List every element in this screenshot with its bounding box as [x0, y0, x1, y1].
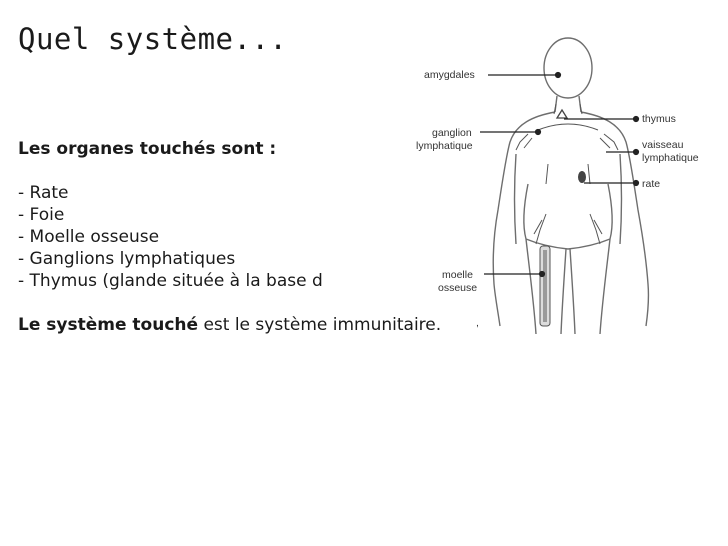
organ-item: - Moelle osseuse: [18, 227, 160, 247]
label-vaisseau-line1: vaisseau: [642, 139, 684, 151]
thymus-shape: [557, 110, 567, 118]
conclusion-bold: Le système touché: [18, 315, 199, 335]
label-ganglion-line2: lymphatique: [416, 140, 473, 152]
slide-title: Quel système...: [18, 22, 288, 56]
slide-body: [18, 138, 578, 336]
label-amygdales: amygdales: [424, 69, 475, 81]
conclusion: [18, 314, 578, 336]
label-vaisseau-line2: lymphatique: [642, 152, 699, 164]
label-ganglion-line1: ganglion: [432, 127, 472, 139]
label-moelle-line2: osseuse: [438, 282, 478, 294]
organ-item: - Ganglions lymphatiques: [18, 249, 236, 269]
organ-item: - Thymus (glande située à la base d: [18, 271, 323, 291]
label-thymus: thymus: [642, 113, 676, 125]
organ-item: - Foie: [18, 205, 65, 225]
label-moelle-line1: moelle: [442, 269, 473, 281]
label-rate: rate: [642, 178, 661, 190]
organ-item: - Rate: [18, 183, 69, 203]
spleen-shape: [578, 171, 586, 183]
stray-mark: ,: [476, 317, 479, 329]
organs-heading: Les organes touchés sont :: [18, 139, 277, 159]
conclusion-rest: est le système immunitaire.: [198, 315, 442, 335]
